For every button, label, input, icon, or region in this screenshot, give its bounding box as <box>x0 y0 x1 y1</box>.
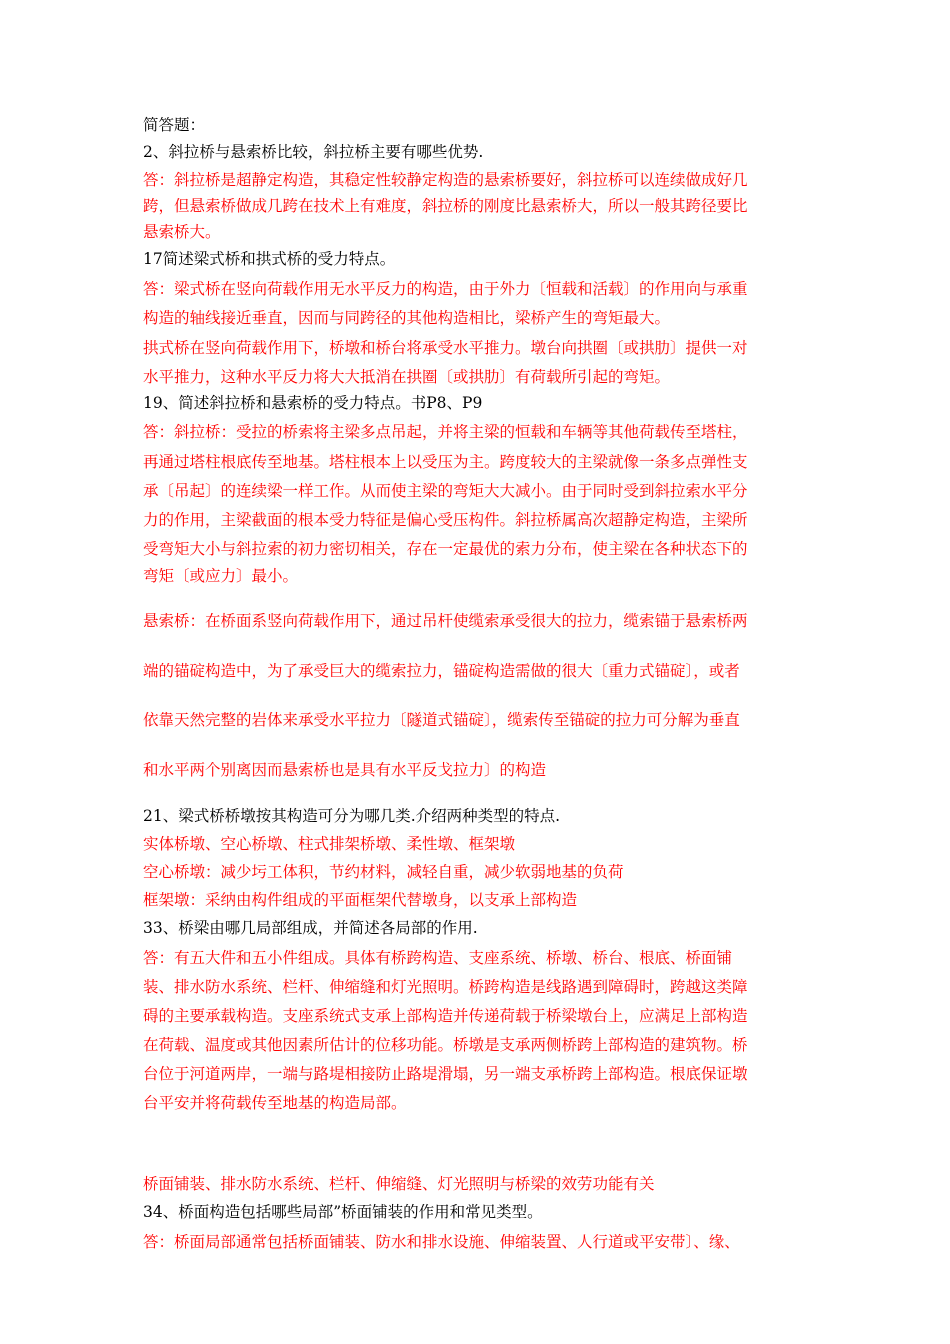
answer-17-line-4: 水平推力，这种水平反力将大大抵消在拱圈〔或拱肋〕有荷载所引起的弯矩。 <box>143 368 671 386</box>
answer-19-line-10: 和水平两个别离因而悬索桥也是具有水平反戈拉力〕的构造 <box>143 761 547 779</box>
answer-19-line-9: 依靠天然完整的岩体来承受水平拉力〔隧道式锚碇〕，缆索传至锚碇的拉力可分解为垂直 <box>143 711 740 729</box>
question-33: 33、桥梁由哪几局部组成，并简述各局部的作用. <box>143 919 478 937</box>
answer-33-line-6: 台平安并将荷载传至地基的构造局部。 <box>143 1094 407 1112</box>
answer-19-line-5: 受弯矩大小与斜拉索的初力密切相关，存在一定最优的索力分布，使主梁在各种状态下的 <box>143 540 748 558</box>
answer-17-line-3: 拱式桥在竖向荷载作用下，桥墩和桥台将承受水平推力。墩台向拱圈〔或拱肋〕提供一对 <box>143 339 748 357</box>
question-17: 17简述梁式桥和拱式桥的受力特点。 <box>143 250 396 268</box>
answer-33-line-5: 台位于河道两岸，一端与路堤相接防止路堤滑塌，另一端支承桥跨上部构造。根底保证墩 <box>143 1065 748 1083</box>
answer-33-line-2: 装、排水防水系统、栏杆、伸缩缝和灯光照明。桥跨构造是线路遇到障碍时，跨越这类障 <box>143 978 748 996</box>
answer-17-line-2: 构造的轴线接近垂直，因而与同跨径的其他构造相比，梁桥产生的弯矩最大。 <box>143 309 671 327</box>
question-2: 2、斜拉桥与悬索桥比较，斜拉桥主要有哪些优势. <box>143 143 484 161</box>
answer-19-line-3: 承〔吊起〕的连续梁一样工作。从而使主梁的弯矩大大减小。由于同时受到斜拉索水平分 <box>143 482 748 500</box>
answer-17-line-1: 答：梁式桥在竖向荷载作用无水平反力的构造，由于外力〔恒载和活载〕的作用向与承重 <box>143 280 748 298</box>
answer-2-line-3: 悬索桥大。 <box>143 223 221 241</box>
answer-21-line-3: 框架墩：采纳由构件组成的平面框架代替墩身，以支承上部构造 <box>143 891 578 909</box>
answer-21-line-2: 空心桥墩：减少圬工体积，节约材料，减轻自重，减少软弱地基的负荷 <box>143 863 624 881</box>
answer-19-line-1: 答：斜拉桥：受拉的桥索将主梁多点吊起，并将主梁的恒载和车辆等其他荷载传至塔柱， <box>143 423 748 441</box>
answer-19-line-4: 力的作用，主梁截面的根本受力特征是偏心受压构件。斜拉桥属高次超静定构造，主梁所 <box>143 511 748 529</box>
answer-33-line-1: 答：有五大件和五小件组成。具体有桥跨构造、支座系统、桥墩、桥台、根底、桥面铺 <box>143 949 733 967</box>
answer-19-line-2: 再通过塔柱根底传至地基。塔柱根本上以受压为主。跨度较大的主梁就像一条多点弹性支 <box>143 453 748 471</box>
answer-34-line-1: 答：桥面局部通常包括桥面铺装、防水和排水设施、伸缩装置、人行道或平安带〕、缘、 <box>143 1233 740 1251</box>
question-21: 21、梁式桥桥墩按其构造可分为哪几类.介绍两种类型的特点. <box>143 807 561 825</box>
answer-19-line-7: 悬索桥：在桥面系竖向荷载作用下，通过吊杆使缆索承受很大的拉力，缆索锚于悬索桥两 <box>143 612 748 630</box>
section-heading: 简答题： <box>143 116 206 134</box>
answer-21-line-1: 实体桥墩、空心桥墩、柱式排架桥墩、柔性墩、框架墩 <box>143 835 516 853</box>
answer-2-line-1: 答：斜拉桥是超静定构造，其稳定性较静定构造的悬索桥要好，斜拉桥可以连续做成好几 <box>143 171 748 189</box>
answer-33-line-4: 在荷载、温度或其他因素所估计的位移功能。桥墩是支承两侧桥跨上部构造的建筑物。桥 <box>143 1036 748 1054</box>
answer-19-line-6: 弯矩〔或应力〕最小。 <box>143 567 299 585</box>
answer-33-line-3: 碍的主要承载构造。支座系统式支承上部构造并传递荷载于桥梁墩台上，应满足上部构造 <box>143 1007 748 1025</box>
answer-19-line-8: 端的锚碇构造中，为了承受巨大的缆索拉力，锚碇构造需做的很大〔重力式锚碇〕，或者 <box>143 662 740 680</box>
question-34: 34、桥面构造包括哪些局部”桥面铺装的作用和常见类型。 <box>143 1203 543 1221</box>
question-19: 19、简述斜拉桥和悬索桥的受力特点。书P8、P9 <box>143 394 483 412</box>
answer-33-line-7: 桥面铺装、排水防水系统、栏杆、伸缩缝、灯光照明与桥梁的效劳功能有关 <box>143 1175 655 1193</box>
answer-2-line-2: 跨，但悬索桥做成几跨在技术上有难度，斜拉桥的刚度比悬索桥大，所以一般其跨径要比 <box>143 197 748 215</box>
